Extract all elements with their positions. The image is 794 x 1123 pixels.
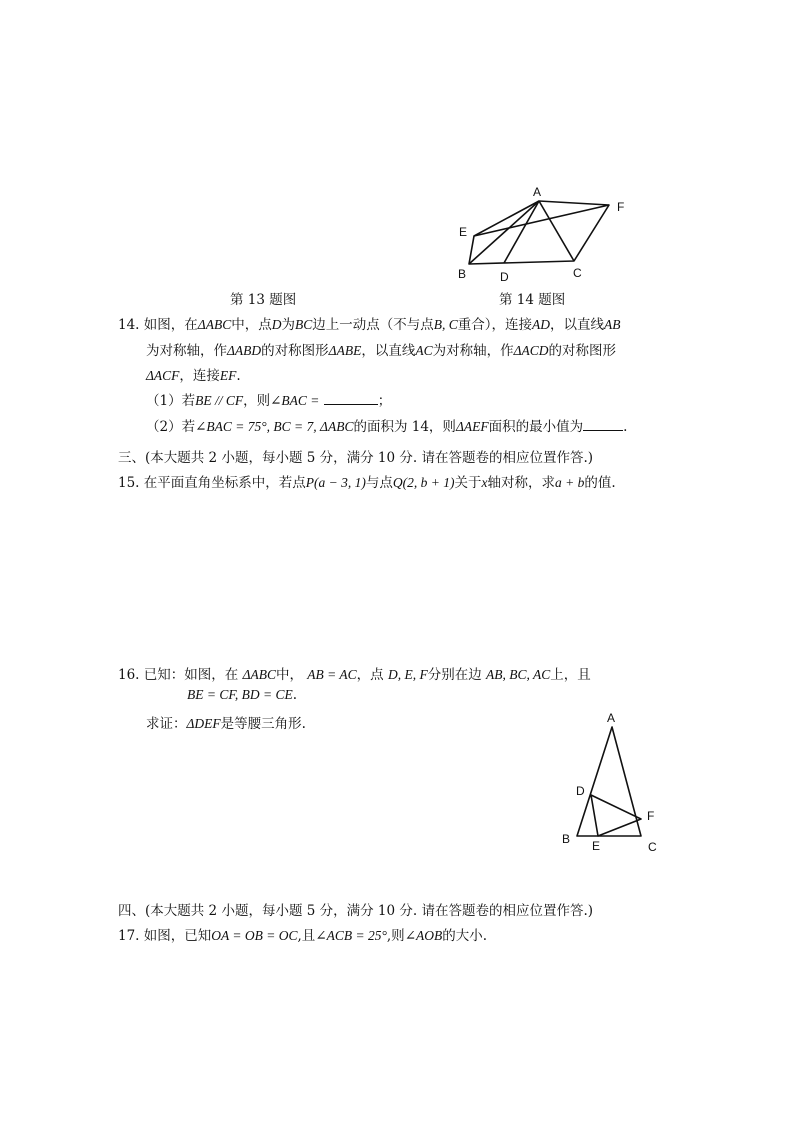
q15-math: x: [481, 475, 488, 490]
q14-text: ，连接: [179, 368, 220, 384]
q14-text: 面积的最小值为: [488, 419, 584, 435]
q16-math: D, E, F: [387, 667, 428, 682]
q14-number: 14.: [118, 317, 140, 333]
fig14-label-d: D: [500, 270, 509, 284]
q14-line1: [118, 313, 620, 333]
q16-math: AB = AC: [307, 667, 357, 682]
q14-text: .: [623, 419, 628, 435]
fig14-label-a: A: [533, 185, 542, 199]
q17-text: 的大小.: [442, 928, 488, 944]
q17-math: ∠ACB = 25°: [315, 928, 387, 943]
q14-text: 为对称轴，作: [146, 343, 227, 359]
q15-number: 15.: [118, 475, 140, 491]
q16-text: 中，: [276, 667, 303, 683]
q15-text: 的值.: [584, 475, 616, 491]
fig16-label-b: B: [562, 832, 571, 846]
q14-math: EF: [219, 368, 237, 383]
q14-line2: [146, 339, 616, 359]
section-4-title: 四、(本大题共 2 小题，每小题 5 分，满分 10 分. 请在答题卷的相应位置作答.): [118, 903, 594, 919]
q14-part1-answer-blank[interactable]: [324, 392, 378, 405]
fig16-label-d: D: [576, 784, 585, 798]
fig14-seg-ef: [474, 205, 609, 236]
q16-prove: [146, 712, 306, 732]
q15-math: a + b: [555, 475, 585, 490]
q17-number: 17.: [118, 928, 140, 944]
q14-text: 重合），连接: [457, 317, 532, 333]
q16-line2: [187, 687, 297, 703]
figure-16: [555, 708, 665, 858]
figure-14: [440, 180, 650, 290]
q14-math: B, C: [433, 317, 458, 332]
q14-math: ΔACD: [513, 343, 549, 358]
q14-text: 为: [281, 317, 295, 333]
fig14-label-e: E: [459, 225, 468, 239]
q17-math: OA = OB = OC: [211, 928, 298, 943]
fig14-seg-ac: [539, 201, 574, 261]
fig14-label-c: C: [573, 266, 582, 280]
q17: [118, 924, 487, 944]
fig16-label-e: E: [592, 839, 601, 853]
q15-text: 关于: [454, 475, 482, 491]
q14-math: ΔACF: [146, 368, 180, 383]
q14-text: （1）若: [146, 393, 196, 409]
fig13-caption: 第 13 题图: [230, 292, 297, 308]
q14-text: 的面积为 14，则: [353, 419, 456, 435]
q14-part2: [146, 415, 627, 435]
q16-math: ΔABC: [242, 667, 276, 682]
q14-text: ；: [377, 393, 392, 409]
q15: [118, 471, 616, 491]
q16-line1: [118, 663, 591, 683]
section-3-title: 三、(本大题共 2 小题，每小题 5 分，满分 10 分. 请在答题卷的相应位置作答.): [118, 450, 594, 466]
q16-text: 上，且: [550, 667, 591, 683]
q15-math: Q(2, b + 1): [392, 475, 455, 490]
fig16-triangle-abc: [577, 727, 641, 836]
q14-math: AB: [603, 317, 621, 332]
q14-math: AD: [531, 317, 550, 332]
q14-text: 如图，在: [143, 317, 198, 333]
q14-math: D: [271, 317, 282, 332]
q14-math: BE // CF: [195, 393, 244, 408]
q14-math: ΔABD: [227, 343, 262, 358]
q16-text: 已知：如图，在: [143, 667, 239, 683]
fig16-label-a: A: [607, 711, 616, 725]
q14-math: ∠BAC = 75°, BC = 7, ΔABC: [195, 419, 354, 434]
q14-part1: [146, 389, 391, 409]
q15-text: 轴对称，求: [487, 475, 555, 491]
q14-text: （2）若: [146, 419, 196, 435]
q16-text: ，点: [356, 667, 384, 683]
fig16-triangle-def: [591, 795, 641, 836]
q14-text: ，以直线: [549, 317, 604, 333]
q14-math: ∠BAC =: [270, 393, 320, 408]
fig16-label-c: C: [648, 840, 657, 854]
q16-math: BE = CF, BD = CE: [187, 687, 293, 702]
fig14-label-b: B: [458, 267, 467, 281]
q17-text: ,且: [297, 928, 316, 944]
q17-text: ,则: [386, 928, 405, 944]
q14-text: .: [236, 368, 241, 384]
q17-math: ∠AOB: [404, 928, 443, 943]
fig14-caption: 第 14 题图: [499, 292, 566, 308]
q14-math: ΔABE: [328, 343, 362, 358]
q14-text: 为对称轴，作: [432, 343, 514, 359]
q14-text: 中，点: [231, 317, 272, 333]
q14-text: 的对称图形: [548, 343, 617, 359]
q14-math: ΔABC: [197, 317, 232, 332]
q15-text: 在平面直角坐标系中，若点: [143, 475, 306, 491]
q16-number: 16.: [118, 667, 140, 683]
q14-text: 的对称图形: [261, 343, 329, 359]
q14-text: ，则: [243, 393, 271, 409]
q15-text: 与点: [365, 475, 393, 491]
q16-text: 分别在边: [427, 667, 482, 683]
q14-text: 边上一动点（不与点: [312, 317, 434, 333]
q14-math: AC: [415, 343, 433, 358]
q16-text: .: [292, 687, 298, 703]
q15-math: P(a − 3, 1): [305, 475, 366, 490]
fig16-label-f: F: [647, 809, 655, 823]
q16-text: 求证：: [146, 716, 187, 732]
q17-text: 如图，已知: [143, 928, 212, 944]
q14-part2-answer-blank[interactable]: [583, 418, 623, 431]
q14-line3: [146, 364, 241, 384]
q14-math: BC: [294, 317, 313, 332]
q16-math: AB, BC, AC: [486, 667, 551, 682]
q16-text: 是等腰三角形.: [220, 716, 306, 732]
q14-math: ΔAEF: [455, 419, 489, 434]
fig14-label-f: F: [617, 200, 625, 214]
q14-text: ，以直线: [361, 343, 416, 359]
q16-math: ΔDEF: [186, 716, 221, 731]
